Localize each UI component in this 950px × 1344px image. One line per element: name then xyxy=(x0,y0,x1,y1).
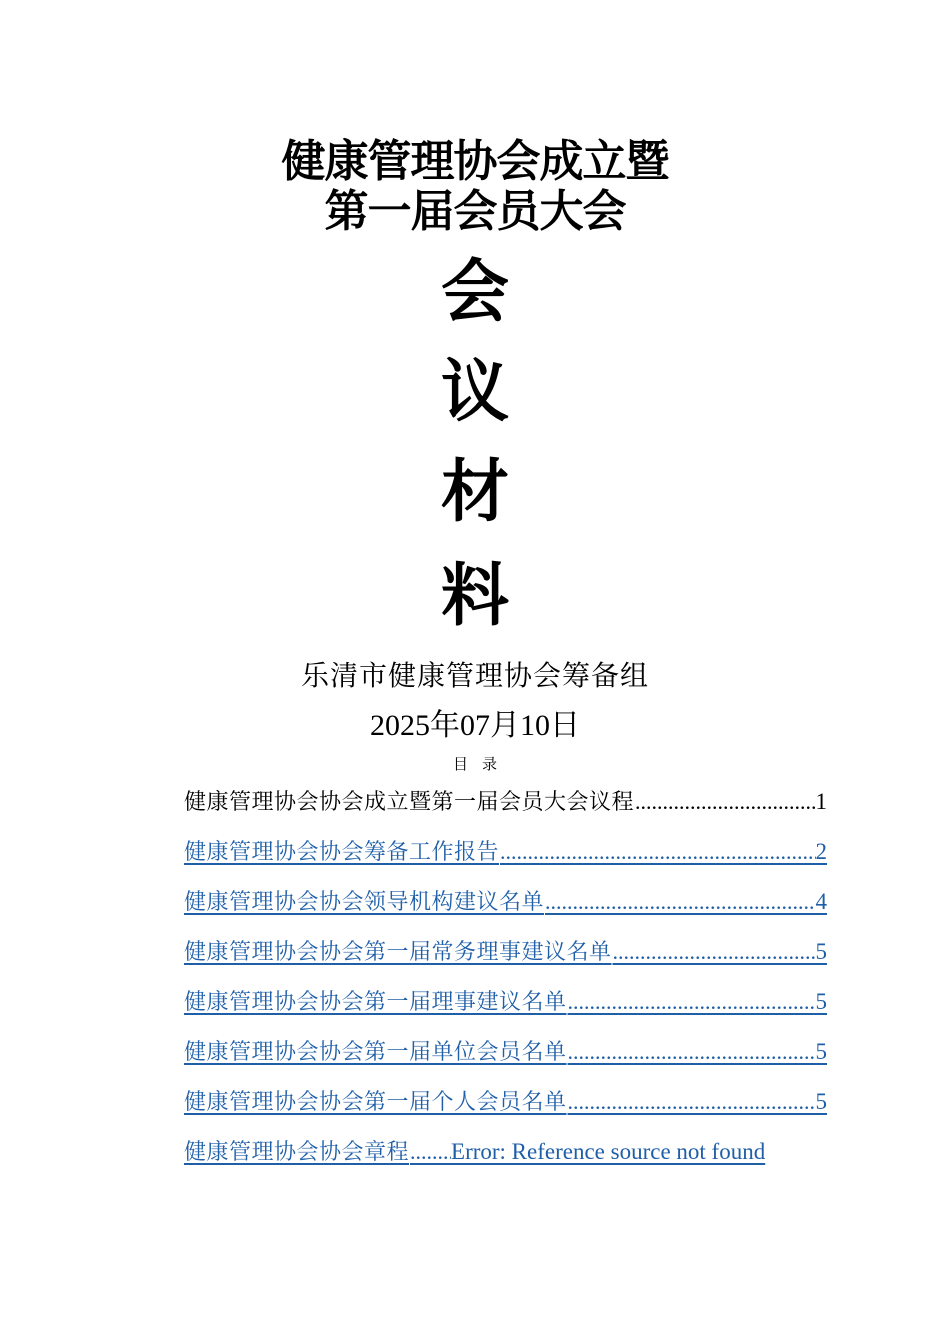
toc-leader-dots xyxy=(567,984,816,1020)
toc-entry-page: 1 xyxy=(815,789,827,814)
toc-entry-page: 4 xyxy=(815,889,827,914)
table-of-contents xyxy=(184,784,827,1184)
toc-leader-dots xyxy=(567,1084,816,1120)
toc-leader-dots xyxy=(634,784,815,820)
toc-leader-dots xyxy=(409,1134,451,1170)
toc-entry-title: 健康管理协会协会筹备工作报告 xyxy=(184,840,500,865)
toc-entry-page: 2 xyxy=(815,839,827,864)
cover-char-liao: 料 xyxy=(440,556,509,636)
toc-heading: 目录 xyxy=(452,755,511,773)
title-line-2: 第一届会员大会 xyxy=(324,186,626,237)
toc-entry-page: 5 xyxy=(815,989,827,1014)
toc-leader-dots xyxy=(567,1034,816,1070)
organizer: 乐清市健康管理协会筹备组 xyxy=(300,659,649,692)
toc-entry-preparation-report[interactable] xyxy=(184,834,827,884)
toc-entry-council-list[interactable] xyxy=(184,984,827,1034)
cover-char-cai: 材 xyxy=(440,452,509,532)
toc-entry-charter[interactable] xyxy=(184,1134,827,1184)
toc-entry-title: 健康管理协会协会第一届理事建议名单 xyxy=(184,990,567,1015)
toc-entry-unit-members[interactable] xyxy=(184,1034,827,1084)
toc-entry-agenda[interactable] xyxy=(184,784,827,834)
toc-leader-dots xyxy=(499,834,815,870)
toc-entry-title: 健康管理协会协会第一届个人会员名单 xyxy=(184,1090,567,1115)
document-date: 2025年07月10日 xyxy=(370,709,580,742)
toc-entry-title: 健康管理协会协会章程 xyxy=(184,1140,410,1165)
toc-entry-standing-council-list[interactable] xyxy=(184,934,827,984)
toc-entry-title: 健康管理协会协会第一届单位会员名单 xyxy=(184,1040,567,1065)
toc-entry-page: 5 xyxy=(815,1039,827,1064)
toc-entry-page: 5 xyxy=(815,939,827,964)
toc-entry-title: 健康管理协会协会领导机构建议名单 xyxy=(184,890,545,915)
toc-leader-dots xyxy=(612,934,816,970)
toc-entry-title: 健康管理协会协会第一届常务理事建议名单 xyxy=(184,940,612,965)
title-line-1: 健康管理协会成立暨 xyxy=(281,136,669,187)
toc-entry-title: 健康管理协会协会成立暨第一届会员大会议程 xyxy=(184,790,635,815)
toc-leader-dots xyxy=(544,884,815,920)
toc-entry-page: Error: Reference source not found xyxy=(451,1139,766,1164)
cover-char-hui: 会 xyxy=(440,252,509,332)
toc-entry-individual-members[interactable] xyxy=(184,1084,827,1134)
toc-entry-page: 5 xyxy=(815,1089,827,1114)
cover-char-yi: 议 xyxy=(440,352,509,432)
toc-entry-leadership-list[interactable] xyxy=(184,884,827,934)
